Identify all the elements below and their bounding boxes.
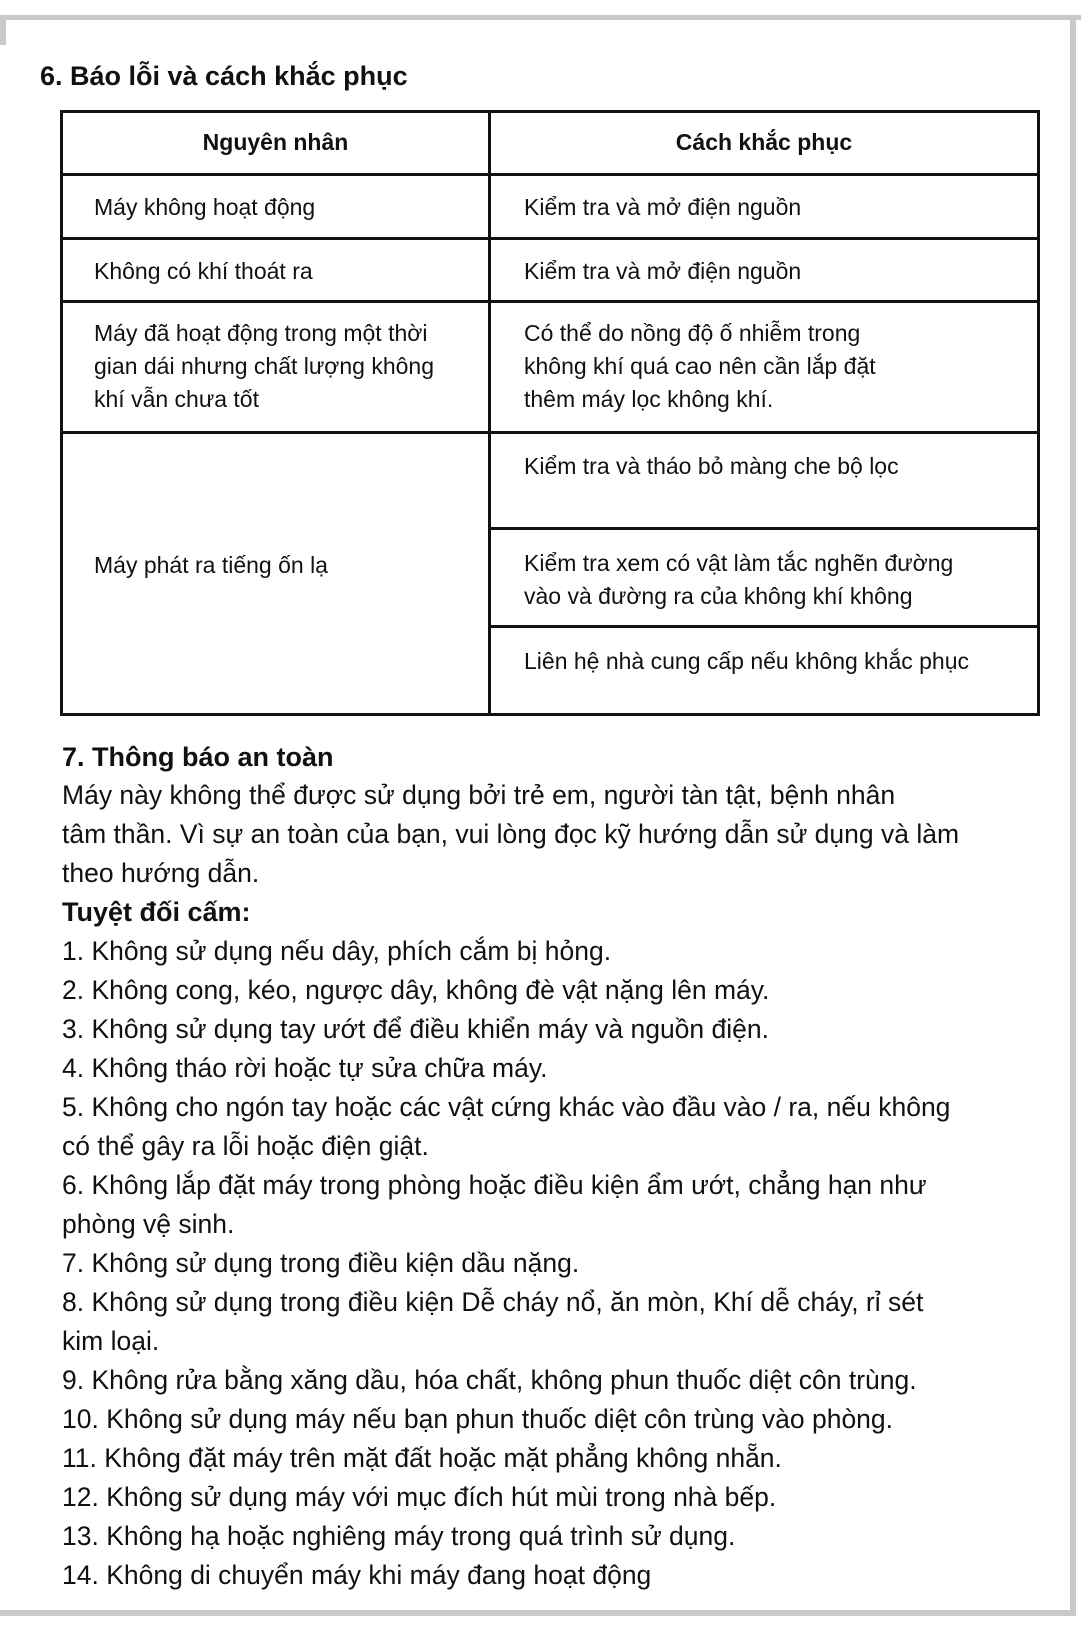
table-subrow-divider <box>491 625 1037 628</box>
list-item: phòng vệ sinh. <box>62 1209 235 1239</box>
table-cell-fix: Kiểm tra và mở điện nguồn <box>524 194 802 220</box>
cell-line: gian dái nhưng chất lượng không <box>94 353 435 379</box>
table-row-divider <box>63 237 1037 240</box>
table-header-divider <box>63 173 1037 176</box>
list-item: 10. Không sử dụng máy nếu bạn phun thuốc diệt côn trùng vào phòng. <box>62 1404 894 1434</box>
list-item: 13. Không hạ hoặc nghiêng máy trong quá trình sử dụng. <box>62 1521 736 1551</box>
page-border-right <box>1070 15 1076 1615</box>
table-row-divider <box>63 300 1037 303</box>
list-item: 8. Không sử dụng trong điều kiện Dễ cháy nổ, ăn mòn, Khí dễ cháy, rỉ sét <box>62 1287 924 1317</box>
table-cell-fix: Liên hệ nhà cung cấp nếu không khắc phục <box>524 648 970 674</box>
list-item: 6. Không lắp đặt máy trong phòng hoặc điều kiện ẩm ướt, chẳng hạn như <box>62 1170 927 1200</box>
list-item: kim loại. <box>62 1326 160 1356</box>
cell-line: không khí quá cao nên cần lắp đặt <box>524 353 876 379</box>
list-item: 14. Không di chuyển máy khi máy đang hoạt động <box>62 1560 652 1590</box>
list-item: 5. Không cho ngón tay hoặc các vật cứng khác vào đầu vào / ra, nếu không <box>62 1092 951 1122</box>
cell-line: vào và đường ra của không khí không <box>524 583 913 609</box>
list-item: có thể gây ra lỗi hoặc điện giật. <box>62 1131 429 1161</box>
table-cell-fix: Kiểm tra và tháo bỏ màng che bộ lọc <box>524 453 899 479</box>
list-item: 2. Không cong, kéo, ngược dây, không đè vật nặng lên máy. <box>62 975 770 1005</box>
section-7-title: 7. Thông báo an toàn <box>62 742 334 772</box>
list-item: 12. Không sử dụng máy với mục đích hút mùi trong nhà bếp. <box>62 1482 777 1512</box>
table-row-divider <box>63 431 1037 434</box>
troubleshooting-table <box>60 110 1040 716</box>
table-cell-cause: Máy phát ra tiếng ốn lạ <box>94 552 328 578</box>
cell-line: khí vẫn chưa tốt <box>94 386 259 412</box>
safety-notice-section <box>62 738 1062 1595</box>
table-header-fix: Cách khắc phục <box>675 129 853 155</box>
page-border-top <box>0 15 1081 20</box>
table-header-cause: Nguyên nhân <box>202 129 349 155</box>
table-cell-cause: Máy không hoạt động <box>94 194 316 220</box>
table-cell-cause: Không có khí thoát ra <box>94 258 313 284</box>
list-item: 1. Không sử dụng nếu dây, phích cắm bị hỏng. <box>62 936 612 966</box>
list-item: 3. Không sử dụng tay ướt để điều khiển máy và nguồn điện. <box>62 1014 769 1044</box>
list-item: 9. Không rửa bằng xăng dầu, hóa chất, không phun thuốc diệt côn trùng. <box>62 1365 917 1395</box>
prohibitions-list <box>62 932 1062 1595</box>
list-item: 4. Không tháo rời hoặc tự sửa chữa máy. <box>62 1053 548 1083</box>
table-cell-fix: Kiểm tra và mở điện nguồn <box>524 258 802 284</box>
page-border-bottom <box>0 1610 1076 1616</box>
table-subrow-divider <box>491 527 1037 530</box>
table-column-divider <box>488 113 491 713</box>
intro-line: tâm thần. Vì sự an toàn của bạn, vui lòng đọc kỹ hướng dẫn sử dụng và làm <box>62 819 960 849</box>
cell-line: Có thể do nồng độ ố nhiễm trong <box>524 320 861 346</box>
intro-line: Máy này không thể được sử dụng bởi trẻ em, người tàn tật, bệnh nhân <box>62 780 896 810</box>
section-6-title: 6. Báo lỗi và cách khắc phục <box>40 61 408 91</box>
cell-line: Máy đã hoạt động trong một thời <box>94 320 428 346</box>
cell-line: Kiểm tra xem có vật làm tắc nghẽn đường <box>524 550 954 576</box>
prohibitions-heading: Tuyệt đối cấm: <box>62 897 251 927</box>
list-item: 7. Không sử dụng trong điều kiện dầu nặng. <box>62 1248 580 1278</box>
table-cell-cause <box>94 317 434 416</box>
page-border-left <box>0 15 6 45</box>
safety-intro <box>62 776 1062 893</box>
table-cell-fix <box>524 547 953 613</box>
table-cell-fix <box>524 317 876 416</box>
cell-line: thêm máy lọc không khí. <box>524 386 774 412</box>
intro-line: theo hướng dẫn. <box>62 858 260 888</box>
list-item: 11. Không đặt máy trên mặt đất hoặc mặt phẳng không nhẵn. <box>62 1443 782 1473</box>
